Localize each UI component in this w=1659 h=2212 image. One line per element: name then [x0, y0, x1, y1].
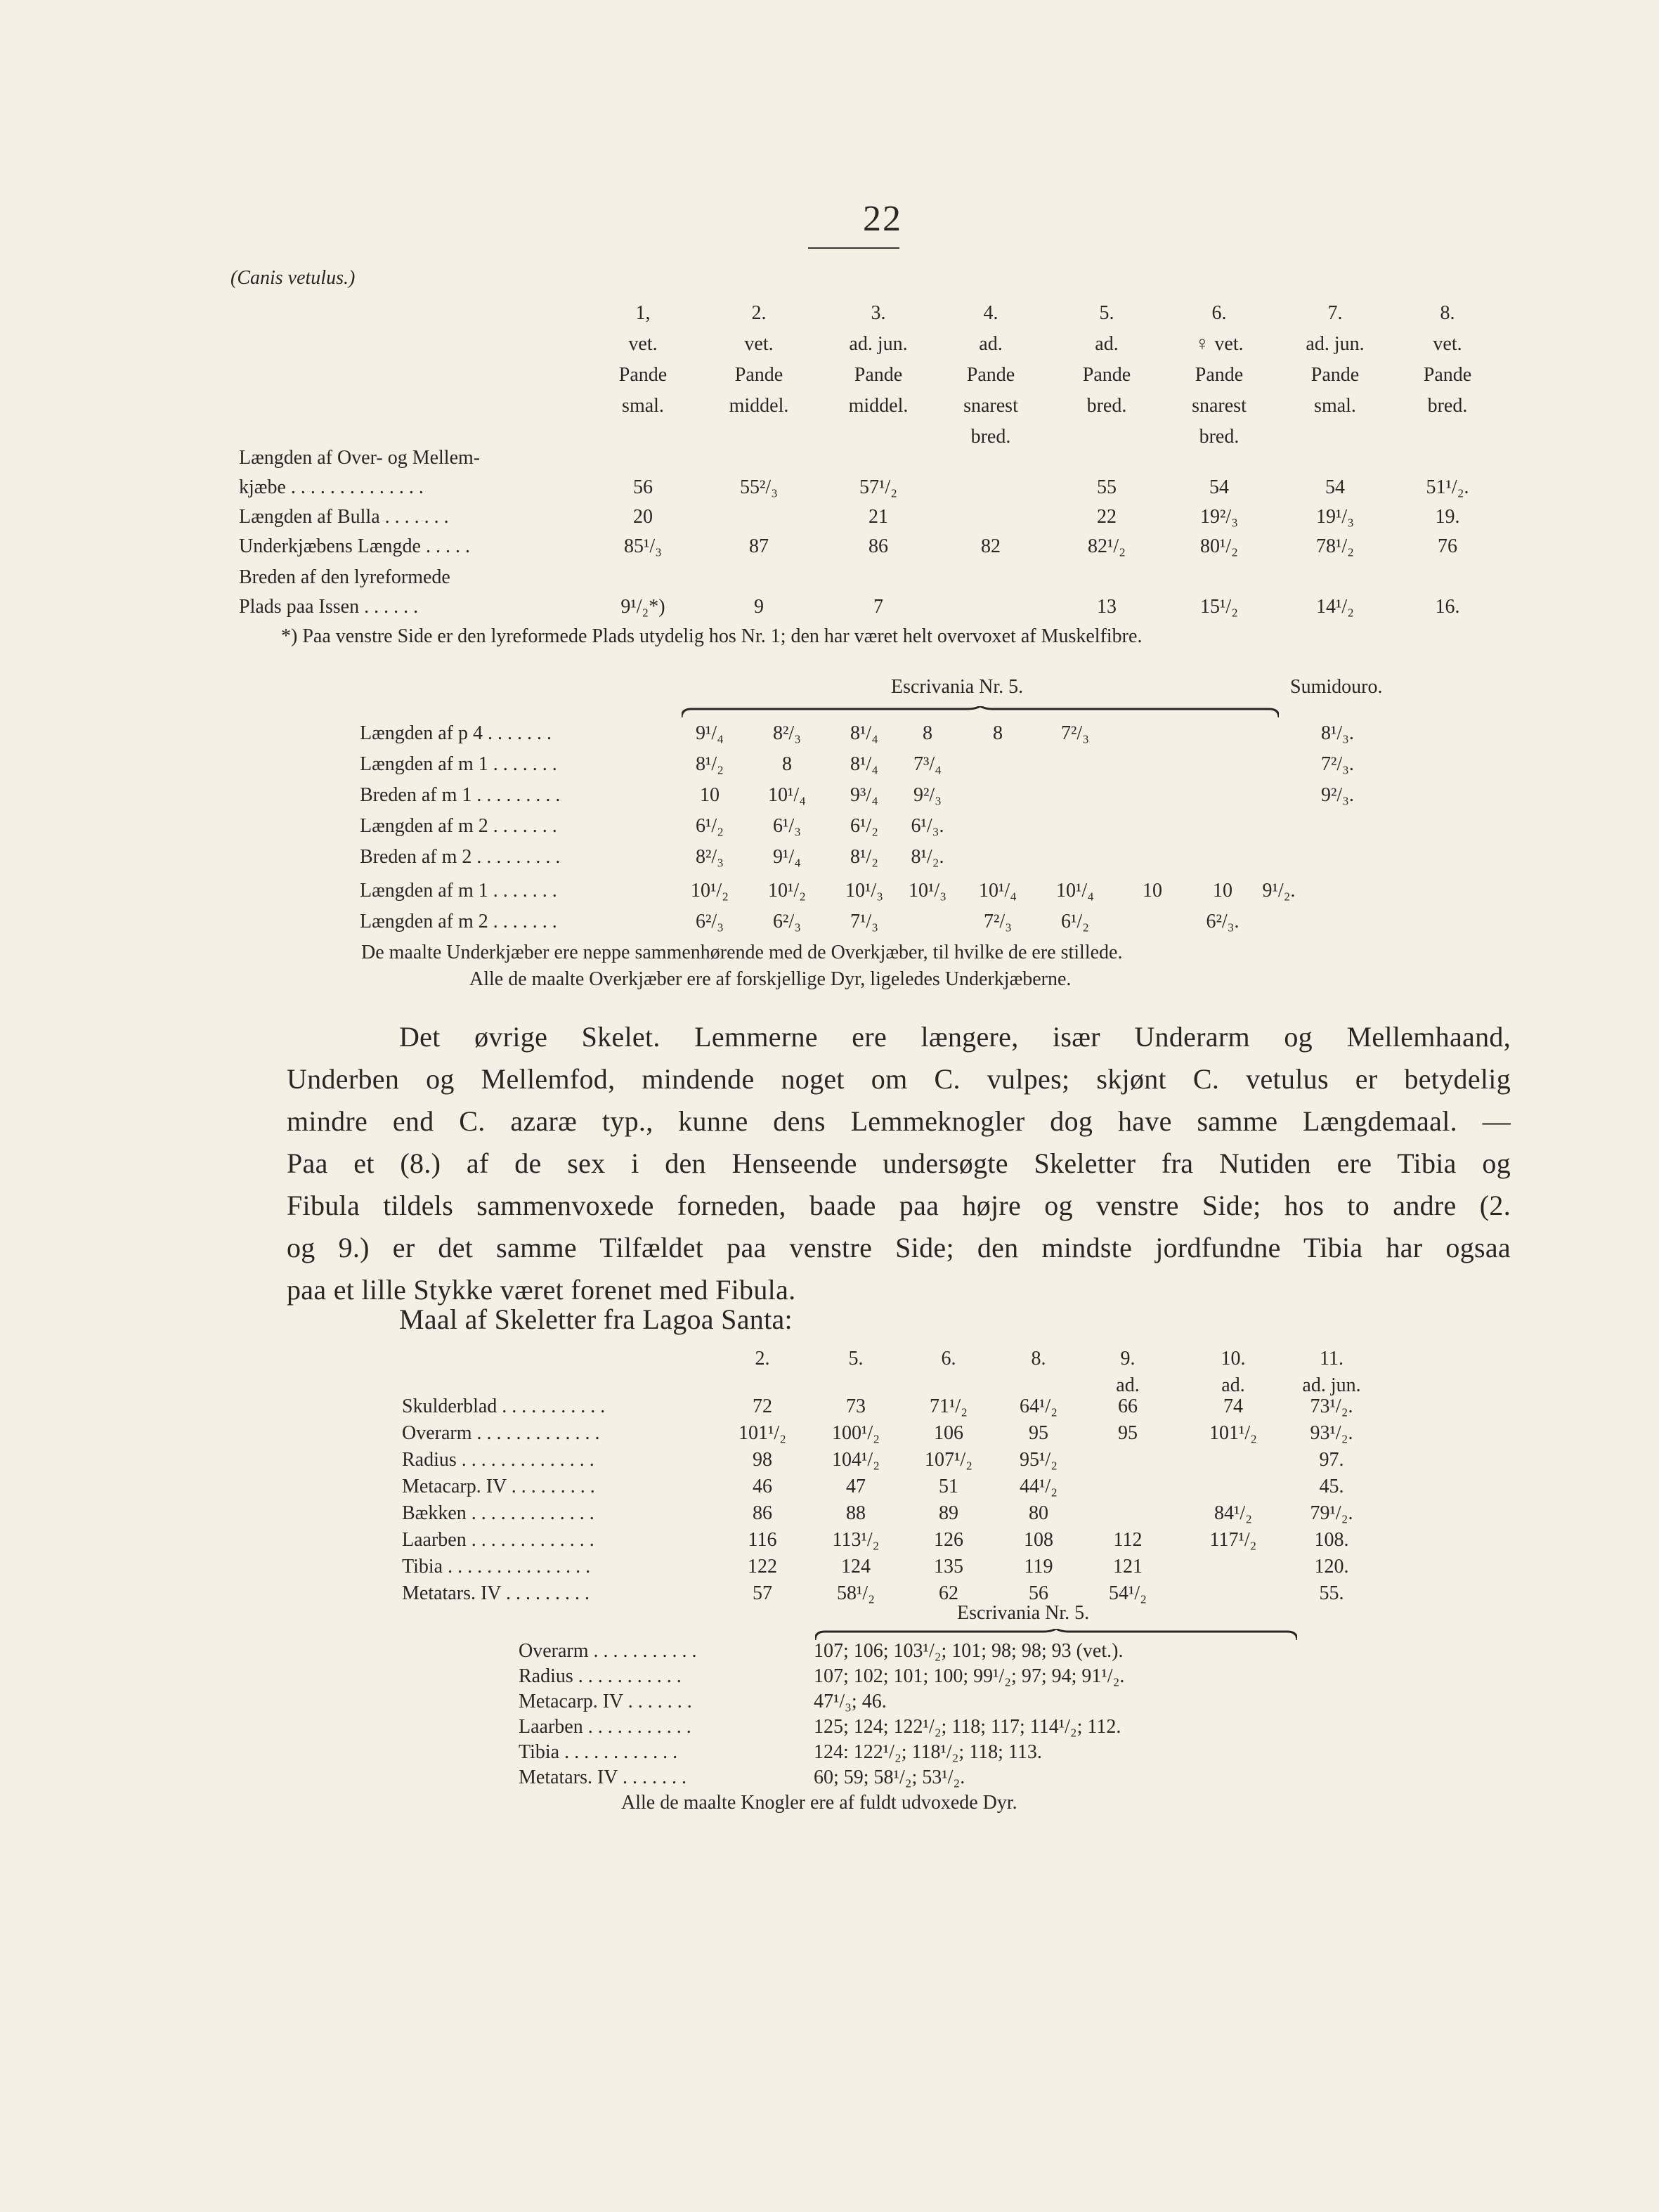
sumidouro-cell: 9²/₃. — [1321, 784, 1354, 806]
table-cell: 62 — [939, 1582, 958, 1604]
column-header-line: 5. — [1099, 302, 1114, 324]
column-header-line: 5. — [848, 1348, 864, 1370]
column-header-line: 7. — [1327, 302, 1343, 324]
table-cell: 113¹/₂ — [832, 1529, 880, 1551]
table-cell: 85¹/₃ — [624, 535, 662, 557]
table-cell: 8²/₃ — [773, 722, 801, 744]
table-cell: 76 — [1438, 535, 1457, 557]
row-label: Længden af m 2 . . . . . . . — [360, 911, 557, 932]
column-header-line: ad. jun. — [1302, 1374, 1361, 1396]
row-label: Bækken . . . . . . . . . . . . . — [402, 1502, 594, 1524]
table-cell: 19¹/₃ — [1316, 506, 1354, 528]
table-cell: 46 — [753, 1476, 772, 1497]
table-cell: 98 — [753, 1449, 772, 1471]
table-cell: 71¹/₂ — [930, 1395, 968, 1417]
table-cell: 125; 124; 122¹/₂; 118; 117; 114¹/₂; 112. — [814, 1716, 1121, 1738]
column-header-line: ad. — [979, 333, 1003, 355]
table-cell: 9¹/₂. — [1262, 880, 1296, 902]
table-cell: 6²/₃. — [1206, 911, 1240, 932]
column-header-line: ad. jun. — [849, 333, 908, 355]
row-label: Metatars. IV . . . . . . . . . — [402, 1582, 590, 1604]
table-cell: 10¹/₄ — [768, 784, 806, 806]
table-cell: 107¹/₂ — [925, 1449, 972, 1471]
table-cell: 10¹/₄ — [1056, 880, 1094, 902]
table-cell: 7²/₃ — [984, 911, 1012, 932]
column-header-line: 11. — [1320, 1348, 1344, 1370]
table-cell: 19. — [1435, 506, 1460, 528]
column-header-line: 3. — [871, 302, 886, 324]
row-label: Tibia . . . . . . . . . . . . . . . — [402, 1556, 591, 1577]
table-cell: 9¹/₂*) — [620, 596, 665, 618]
row-label: Længden af p 4 . . . . . . . — [360, 722, 552, 744]
page-number-rule — [808, 247, 899, 249]
table-cell: 122 — [748, 1556, 777, 1577]
table-title: Maal af Skeletter fra Lagoa Santa: — [399, 1303, 793, 1335]
table-cell: 16. — [1435, 596, 1460, 618]
table-cell: 55²/₃ — [740, 476, 778, 498]
table-cell: 6¹/₃. — [911, 815, 944, 837]
escrivania-header: Escrivania Nr. 5. — [891, 676, 1024, 698]
column-header-line: ad. — [1095, 333, 1119, 355]
table-cell: 116 — [748, 1529, 777, 1551]
table-cell: 87 — [749, 535, 769, 557]
column-header-line: middel. — [848, 395, 909, 417]
table-cell: 88 — [846, 1502, 866, 1524]
table-cell: 95 — [1029, 1422, 1048, 1444]
table-cell: 22 — [1097, 506, 1117, 528]
column-header-line: smal. — [1314, 395, 1356, 417]
row-label: Metatars. IV . . . . . . . — [519, 1767, 687, 1788]
table-cell: 101¹/₂ — [739, 1422, 786, 1444]
column-header-line: Pande — [1423, 364, 1472, 386]
table-cell: 7²/₃ — [1061, 722, 1089, 744]
table-cell: 64¹/₂ — [1020, 1395, 1058, 1417]
table-cell: 10¹/₄ — [979, 880, 1017, 902]
row-label: Radius . . . . . . . . . . . . . . — [402, 1449, 594, 1471]
row-label: Breden af den lyreformede — [239, 566, 450, 588]
table-cell: 54 — [1209, 476, 1229, 498]
row-label: Overarm . . . . . . . . . . . . . — [402, 1422, 600, 1444]
column-header-line: Pande — [854, 364, 903, 386]
column-header-line: 8. — [1031, 1348, 1046, 1370]
sumidouro-header: Sumidouro. — [1290, 676, 1383, 698]
column-header-line: 8. — [1440, 302, 1455, 324]
row-label: Plads paa Issen . . . . . . — [239, 596, 419, 618]
table-cell: 104¹/₂ — [832, 1449, 880, 1471]
table-cell: 80 — [1029, 1502, 1048, 1524]
table-cell: 126 — [934, 1529, 963, 1551]
row-label: Længden af m 1 . . . . . . . — [360, 753, 557, 775]
paragraph-line: mindre end C. azaræ typ., kunne dens Lemmeknogler dog have samme Længdemaal. — — [287, 1105, 1511, 1137]
sumidouro-cell: 8¹/₃. — [1321, 722, 1354, 744]
table-cell: 107; 106; 103¹/₂; 101; 98; 98; 93 (vet.). — [814, 1640, 1124, 1662]
table-cell: 45. — [1319, 1476, 1344, 1497]
table-cell: 44¹/₂ — [1020, 1476, 1058, 1497]
table-cell: 20 — [633, 506, 653, 528]
table-cell: 95¹/₂ — [1020, 1449, 1058, 1471]
table-cell: 108. — [1314, 1529, 1349, 1551]
table-cell: 107; 102; 101; 100; 99¹/₂; 97; 94; 91¹/₂. — [814, 1665, 1125, 1687]
table-cell: 9¹/₄ — [773, 846, 801, 868]
table-cell: 14¹/₂ — [1316, 596, 1354, 618]
table-cell: 60; 59; 58¹/₂; 53¹/₂. — [814, 1767, 965, 1788]
table-cell: 6²/₃ — [773, 911, 801, 932]
table-cell: 10 — [700, 784, 720, 806]
table-cell: 117¹/₂ — [1209, 1529, 1257, 1551]
final-note: Alle de maalte Knogler ere af fuldt udvoxede Dyr. — [621, 1792, 1017, 1814]
table-cell: 82 — [981, 535, 1001, 557]
column-header-line: Pande — [734, 364, 783, 386]
column-header-line: 9. — [1120, 1348, 1136, 1370]
table-cell: 58¹/₂ — [837, 1582, 875, 1604]
table-cell: 8 — [782, 753, 792, 775]
table-cell: 84¹/₂ — [1214, 1502, 1252, 1524]
column-header-line: vet. — [1433, 333, 1462, 355]
table-cell: 8¹/₂ — [850, 846, 878, 868]
table-cell: 56 — [633, 476, 653, 498]
table-cell: 13 — [1097, 596, 1117, 618]
table-cell: 8 — [923, 722, 932, 744]
table-cell: 86 — [868, 535, 888, 557]
column-header-line: Pande — [618, 364, 668, 386]
table-cell: 10 — [1213, 880, 1232, 902]
table-cell: 74 — [1223, 1395, 1243, 1417]
table-cell: 80¹/₂ — [1200, 535, 1238, 557]
table-cell: 86 — [753, 1502, 772, 1524]
column-header-line: Pande — [1195, 364, 1244, 386]
table-cell: 10¹/₂ — [691, 880, 729, 902]
table-cell: 10¹/₃ — [845, 880, 883, 902]
column-header-line: 2. — [751, 302, 767, 324]
table-cell: 82¹/₂ — [1088, 535, 1126, 557]
page-number: 22 — [863, 199, 902, 239]
table-cell: 10¹/₂ — [768, 880, 806, 902]
column-header-line: ad. — [1221, 1374, 1245, 1396]
escrivania-header-2: Escrivania Nr. 5. — [957, 1602, 1090, 1624]
column-header-line: 2. — [755, 1348, 770, 1370]
table-cell: 101¹/₂ — [1209, 1422, 1257, 1444]
table-cell: 93¹/₂. — [1310, 1422, 1353, 1444]
table-cell: 78¹/₂ — [1316, 535, 1354, 557]
table-cell: 15¹/₂ — [1200, 596, 1238, 618]
table-cell: 8 — [993, 722, 1003, 744]
table-cell: 54 — [1325, 476, 1345, 498]
table-cell: 21 — [868, 506, 888, 528]
row-label: Længden af m 1 . . . . . . . — [360, 880, 557, 902]
row-label: Laarben . . . . . . . . . . . . . — [402, 1529, 594, 1551]
column-header-line: bred. — [1199, 426, 1240, 448]
row-label: Skulderblad . . . . . . . . . . . — [402, 1395, 606, 1417]
table-cell: 19²/₃ — [1200, 506, 1238, 528]
table-cell: 124 — [841, 1556, 871, 1577]
table-cell: 8¹/₂. — [911, 846, 944, 868]
table-cell: 10¹/₃ — [909, 880, 946, 902]
row-label: Overarm . . . . . . . . . . . — [519, 1640, 697, 1662]
column-header-line: 6. — [1211, 302, 1227, 324]
table-cell: 6¹/₂ — [696, 815, 724, 837]
table-cell: 8¹/₂ — [696, 753, 724, 775]
column-header-line: ♀ vet. — [1195, 333, 1244, 355]
column-header-line: vet. — [744, 333, 774, 355]
table-cell: 54¹/₂ — [1109, 1582, 1147, 1604]
column-header-line: bred. — [970, 426, 1011, 448]
table-cell: 120. — [1314, 1556, 1349, 1577]
paragraph-line: og 9.) er det samme Tilfældet paa venstre Side; den mindste jordfundne Tibia har ogsaa — [287, 1232, 1511, 1263]
table-cell: 57¹/₂ — [859, 476, 897, 498]
row-label: Længden af Bulla . . . . . . . — [239, 506, 449, 528]
row-label: kjæbe . . . . . . . . . . . . . . — [239, 476, 424, 498]
table-cell: 57 — [753, 1582, 772, 1604]
paragraph-line: Underben og Mellemfod, mindende noget om C. vulpes; skjønt C. vetulus er betydelig — [287, 1063, 1511, 1095]
column-header-line: Pande — [966, 364, 1015, 386]
paragraph-line: paa et lille Stykke været forenet med Fibula. — [287, 1274, 796, 1306]
table-cell: 8¹/₄ — [850, 753, 878, 775]
row-label: Længden af m 2 . . . . . . . — [360, 815, 557, 837]
row-label: Metacarp. IV . . . . . . . . . — [402, 1476, 595, 1497]
row-label: Metacarp. IV . . . . . . . — [519, 1691, 692, 1712]
table-cell: 47 — [846, 1476, 866, 1497]
column-header-line: 6. — [941, 1348, 956, 1370]
table-cell: 112 — [1113, 1529, 1143, 1551]
table-cell: 9³/₄ — [850, 784, 878, 806]
table-cell: 108 — [1024, 1529, 1053, 1551]
row-label: Underkjæbens Længde . . . . . — [239, 535, 470, 557]
table-cell: 6²/₃ — [696, 911, 724, 932]
table-cell: 73¹/₂. — [1310, 1395, 1353, 1417]
column-header-line: ad. jun. — [1306, 333, 1365, 355]
table-cell: 6¹/₂ — [850, 815, 878, 837]
column-header-line: 10. — [1221, 1348, 1246, 1370]
table-cell: 79¹/₂. — [1310, 1502, 1353, 1524]
table-cell: 8²/₃ — [696, 846, 724, 868]
table-cell: 7 — [873, 596, 883, 618]
footnote: *) Paa venstre Side er den lyreformede Plads utydelig hos Nr. 1; den har været helt overvoxet af Muskelfibre. — [281, 625, 1143, 647]
table-cell: 10 — [1143, 880, 1162, 902]
column-header-line: 1, — [635, 302, 651, 324]
table-cell: 95 — [1118, 1422, 1138, 1444]
column-header-line: 4. — [983, 302, 998, 324]
table-cell: 119 — [1024, 1556, 1053, 1577]
row-label: Længden af Over- og Mellem- — [239, 447, 481, 469]
table-cell: 72 — [753, 1395, 772, 1417]
row-label: Laarben . . . . . . . . . . . — [519, 1716, 691, 1738]
column-header-line: Pande — [1310, 364, 1360, 386]
paragraph-line: Fibula tildels sammenvoxede forneden, baade paa højre og venstre Side; hos to andre (2. — [287, 1190, 1511, 1221]
row-label: Tibia . . . . . . . . . . . . — [519, 1741, 678, 1763]
table-cell: 66 — [1118, 1395, 1138, 1417]
column-header-line: vet. — [628, 333, 658, 355]
table-cell: 106 — [934, 1422, 963, 1444]
column-header-line: Pande — [1082, 364, 1131, 386]
column-header-line: smal. — [622, 395, 664, 417]
table-cell: 89 — [939, 1502, 958, 1524]
table-cell: 56 — [1029, 1582, 1048, 1604]
column-header-line: snarest — [963, 395, 1018, 417]
table-cell: 6¹/₂ — [1061, 911, 1089, 932]
table-cell: 7³/₄ — [913, 753, 942, 775]
table-cell: 121 — [1113, 1556, 1143, 1577]
row-label: Radius . . . . . . . . . . . — [519, 1665, 682, 1687]
table-cell: 100¹/₂ — [832, 1422, 880, 1444]
table-cell: 51 — [939, 1476, 958, 1497]
table-cell: 8¹/₄ — [850, 722, 878, 744]
note-underkjaeber: De maalte Underkjæber ere neppe sammenhørende med de Overkjæber, til hvilke de ere stillede. — [361, 942, 1123, 963]
table-cell: 55 — [1097, 476, 1117, 498]
column-header-line: middel. — [729, 395, 789, 417]
table-cell: 7¹/₃ — [850, 911, 878, 932]
paragraph-line: Det øvrige Skelet. Lemmerne ere længere, især Underarm og Mellemhaand, — [399, 1021, 1511, 1053]
row-label: Breden af m 1 . . . . . . . . . — [360, 784, 561, 806]
table-cell: 135 — [934, 1556, 963, 1577]
row-label: Breden af m 2 . . . . . . . . . — [360, 846, 561, 868]
table-cell: 124: 122¹/₂; 118¹/₂; 118; 113. — [814, 1741, 1042, 1763]
table-cell: 9 — [754, 596, 764, 618]
column-header-line: bred. — [1427, 395, 1468, 417]
table-cell: 73 — [846, 1395, 866, 1417]
sumidouro-cell: 7²/₃. — [1321, 753, 1354, 775]
table-cell: 47¹/₃; 46. — [814, 1691, 887, 1712]
table-cell: 97. — [1319, 1449, 1344, 1471]
table-cell: 6¹/₃ — [773, 815, 801, 837]
column-header-line: snarest — [1192, 395, 1247, 417]
table-cell: 9¹/₄ — [696, 722, 724, 744]
species-caption: (Canis vetulus.) — [230, 267, 356, 289]
table-cell: 55. — [1319, 1582, 1344, 1604]
column-header-line: ad. — [1116, 1374, 1140, 1396]
paragraph-line: Paa et (8.) af de sex i den Henseende undersøgte Skeletter fra Nutiden ere Tibia og — [287, 1147, 1511, 1179]
table-cell: 51¹/₂. — [1426, 476, 1469, 498]
table-cell: 9²/₃ — [913, 784, 942, 806]
column-header-line: bred. — [1086, 395, 1127, 417]
note-overkjaeber: Alle de maalte Overkjæber ere af forskjellige Dyr, ligeledes Underkjæberne. — [469, 968, 1072, 990]
